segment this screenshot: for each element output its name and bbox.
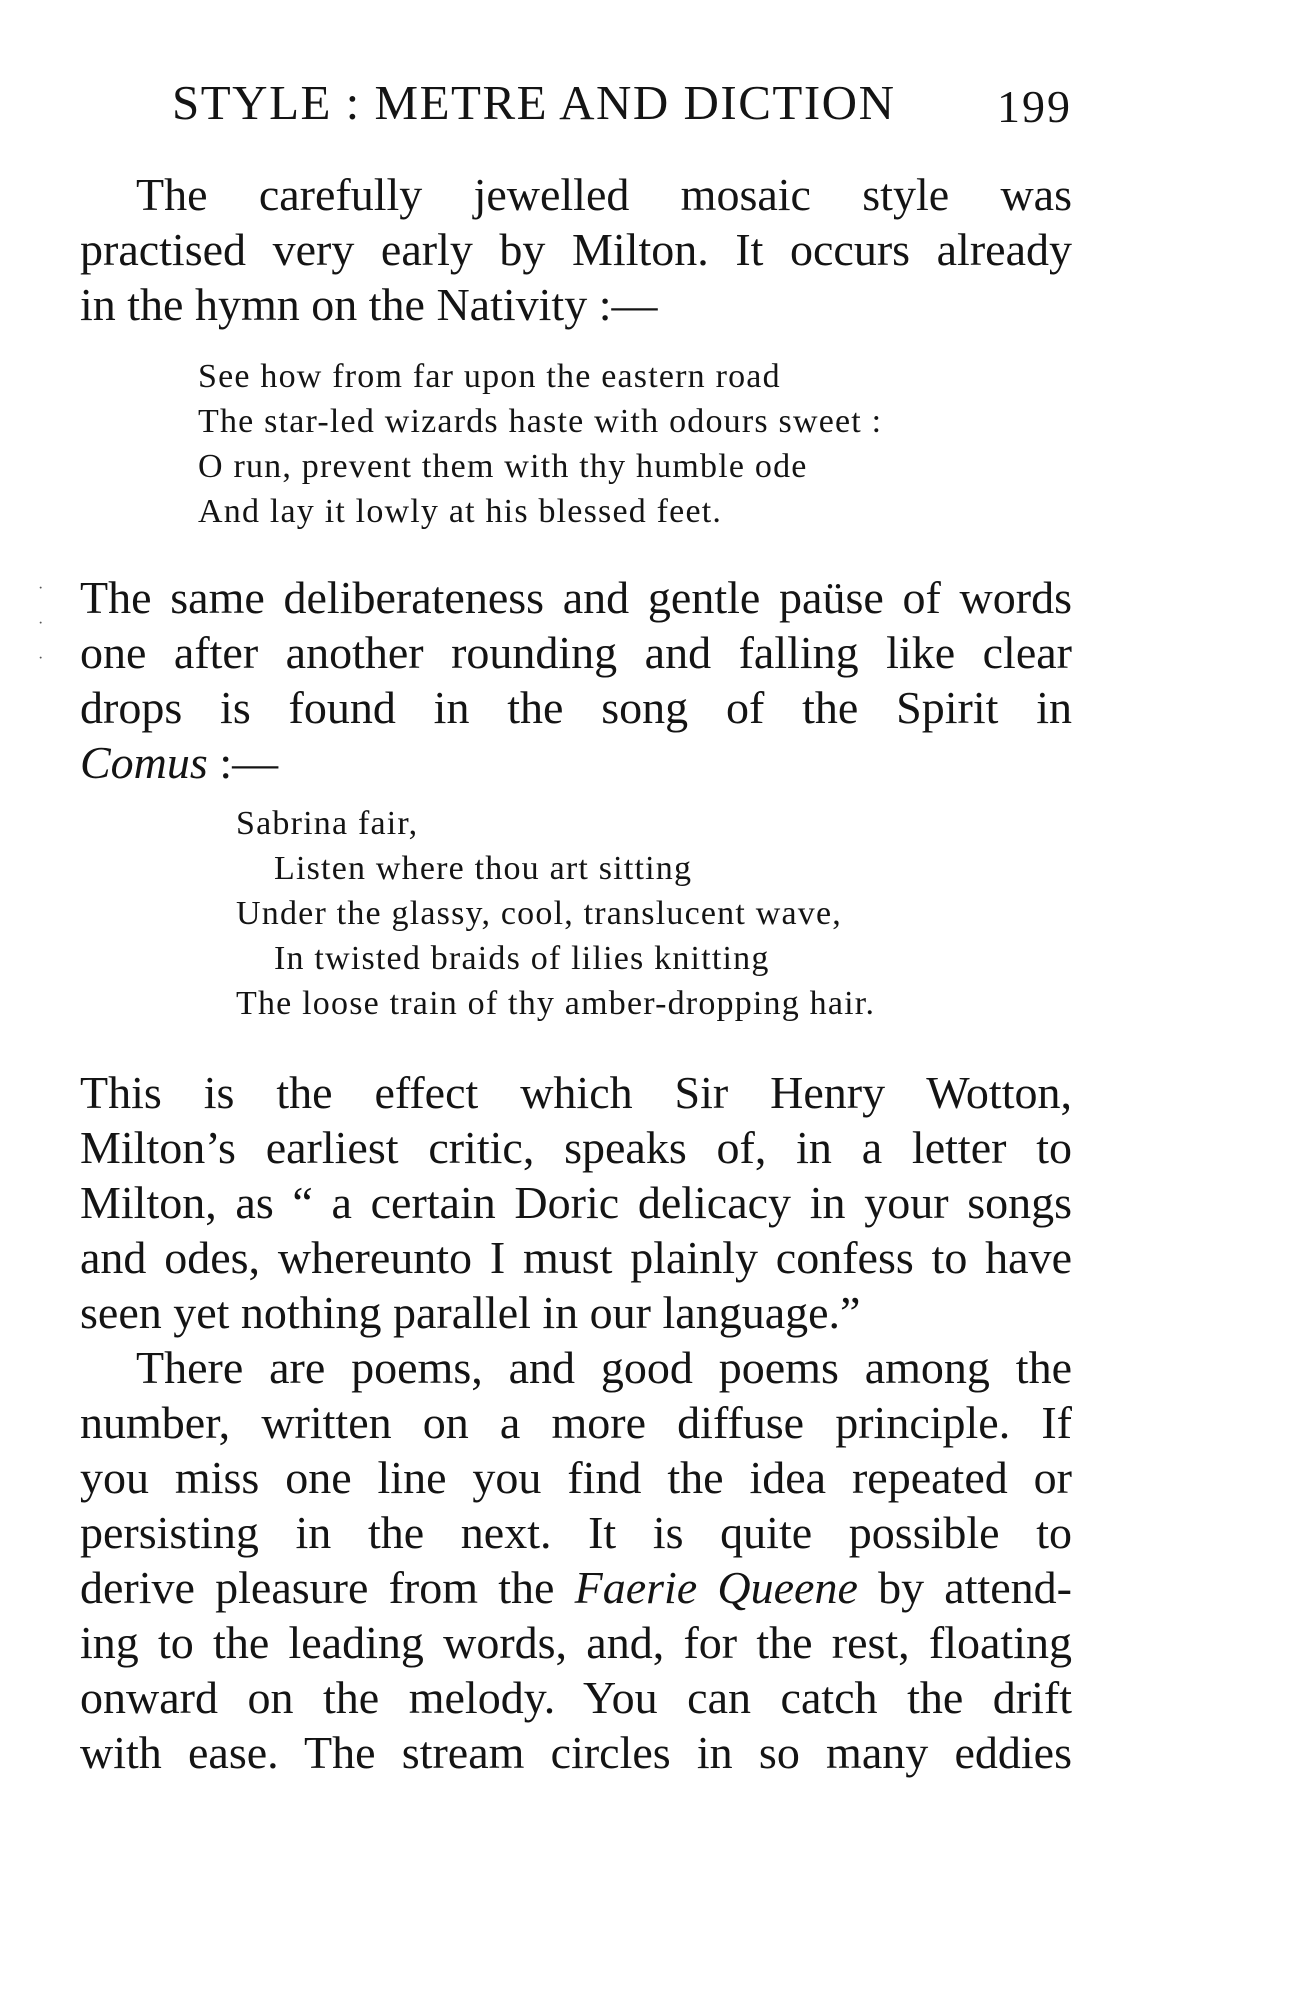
paragraph-line: practised very early by Milton. It occurs already — [80, 224, 1072, 275]
line-suffix: by attend- — [857, 1562, 1072, 1613]
paragraph-line: ing to the leading words, and, for the rest, floating — [80, 1617, 1072, 1668]
verse-line: O run, prevent them with thy humble ode — [198, 448, 808, 485]
page-number: 199 — [997, 81, 1072, 132]
paragraph-1 — [80, 167, 1072, 332]
paragraph-2 — [80, 570, 1072, 790]
line-prefix: derive pleasure from the — [80, 1562, 575, 1613]
paragraph-line: seen yet nothing parallel in our language.” — [80, 1287, 861, 1338]
paragraph-line: and odes, whereunto I must plainly confess to have — [80, 1232, 1072, 1283]
verse-line: Listen where thou art sitting — [274, 850, 693, 887]
verse-line: Under the glassy, cool, translucent wave, — [236, 895, 842, 932]
verse-line: The star-led wizards haste with odours sweet : — [198, 403, 883, 440]
paragraph-3 — [80, 1065, 1072, 1340]
paragraph-line: The same deliberateness and gentle paüse of words — [80, 572, 1072, 623]
paragraph-line: There are poems, and good poems among the — [136, 1342, 1072, 1393]
work-title-faerie-queene: Faerie Queene — [574, 1562, 858, 1613]
verse-line: In twisted braids of lilies knitting — [274, 940, 770, 977]
verse-quotation-2 — [236, 801, 875, 1026]
margin-mark: · — [38, 650, 44, 667]
paragraph-line: This is the effect which Sir Henry Wotton, — [80, 1067, 1072, 1118]
work-title-comus: Comus — [80, 737, 208, 788]
running-head-title: STYLE : METRE AND DICTION — [172, 75, 896, 130]
title-punctuation: :— — [207, 737, 279, 788]
verse-line: See how from far upon the eastern road — [198, 358, 781, 395]
paragraph-line: Milton’s earliest critic, speaks of, in a letter to — [80, 1122, 1072, 1173]
verse-line: Sabrina fair, — [236, 805, 419, 842]
running-head — [80, 68, 1072, 138]
paragraph-line: persisting in the next. It is quite possible to — [80, 1507, 1072, 1558]
paragraph-line: onward on the melody. You can catch the drift — [80, 1672, 1072, 1723]
paragraph-line: drops is found in the song of the Spirit in — [80, 682, 1072, 733]
paragraph-line: number, written on a more diffuse principle. If — [80, 1397, 1072, 1448]
verse-quotation-1 — [198, 354, 882, 534]
margin-mark: · — [38, 580, 44, 597]
paragraph-line: in the hymn on the Nativity :— — [80, 279, 658, 330]
paragraph-line: with ease. The stream circles in so many eddies — [80, 1727, 1072, 1778]
paragraph-line: Milton, as “ a certain Doric delicacy in your songs — [80, 1177, 1072, 1228]
paragraph-4 — [80, 1340, 1072, 1780]
margin-mark: · — [38, 615, 44, 632]
paragraph-line: The carefully jewelled mosaic style was — [136, 169, 1072, 220]
paragraph-line — [80, 735, 1072, 790]
paragraph-line: you miss one line you find the idea repeated or — [80, 1452, 1072, 1503]
paragraph-line — [80, 1560, 1072, 1615]
paragraph-line: one after another rounding and falling like clear — [80, 627, 1072, 678]
verse-line: And lay it lowly at his blessed feet. — [198, 493, 723, 530]
verse-line: The loose train of thy amber-dropping hair. — [236, 985, 876, 1022]
